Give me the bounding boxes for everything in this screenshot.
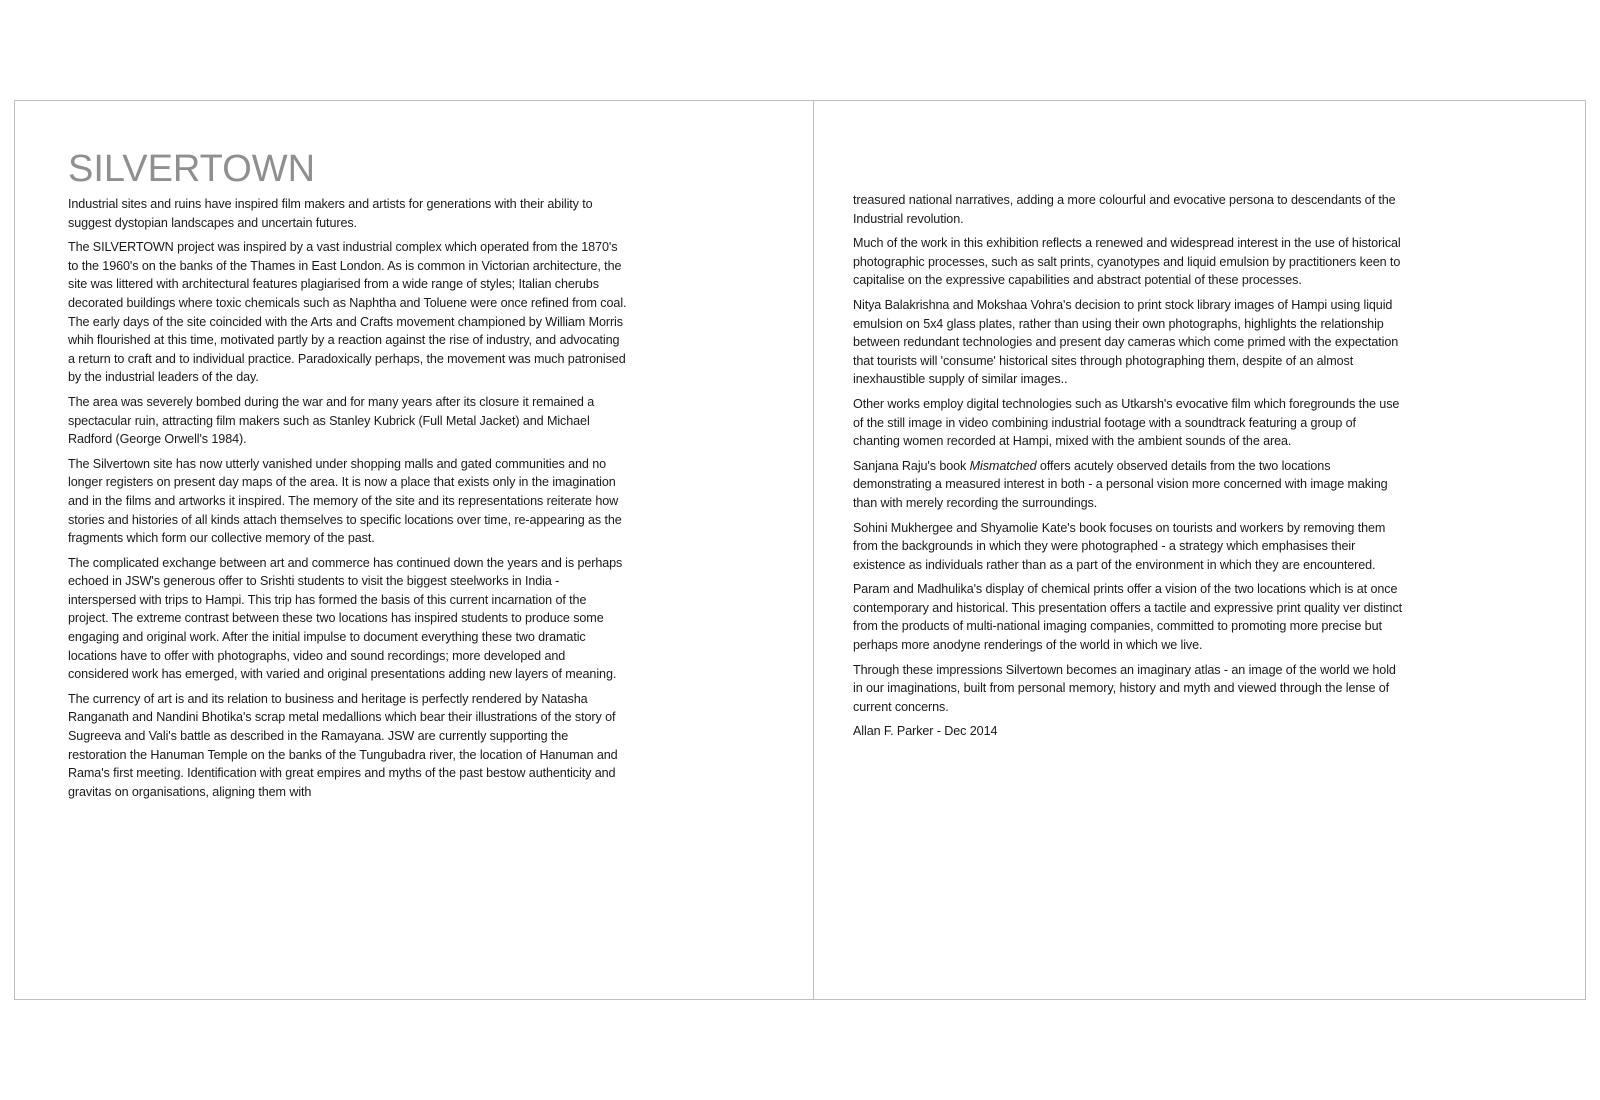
- left-page: [68, 148, 628, 807]
- text-run: Sanjana Raju's book: [853, 458, 970, 473]
- body-paragraph: treasured national narratives, adding a more colourful and evocative persona to descendants of the Industrial revolution.: [853, 193, 1396, 226]
- body-paragraph: The complicated exchange between art and commerce has continued down the years and is perhaps echoed in JSW's generous offer to Srishti students to visit the biggest steelworks in India - interspersed with trips to Hampi. This trip has formed the basis of this current incarnation of the project. The extreme contrast between these two locations has inspired students to produce some engaging and original work. After the initial impulse to document everything these two dramatic locations have to offer with photographs, video and sound recordings; more developed and considered work has emerged, with varied and original presentations adding new layers of meaning.: [68, 555, 623, 682]
- body-paragraph: The currency of art is and its relation to business and heritage is perfectly rendered by Natasha Ranganath and Nandini Bhotika's scrap metal medallions which bear their illustrations of the story of Sugreeva and Vali's battle as described in the Ramayana. JSW are currently supporting the restoration the Hanuman Temple on the banks of the Tungubadra river, the location of Hanuman and Rama's first meeting. Identification with great empires and myths of the past bestow authenticity and gravitas on organisations, aligning them with: [68, 691, 618, 799]
- body-paragraph: Much of the work in this exhibition reflects a renewed and widespread interest in the use of historical photographic processes, such as salt prints, cyanotypes and liquid emulsion by practitioners keen to capitalise on the expressive capabilities and abstract potential of these processes.: [853, 236, 1401, 288]
- body-paragraph: The SILVERTOWN project was inspired by a vast industrial complex which operated from the 1870's to the 1960's on the banks of the Thames in East London. As is common in Victorian architecture, the site was littered with architectural features plagiarised from a wide range of styles; Italian cherubs decorated buildings where toxic chemicals such as Naphtha and Toluene were once refined from coal. The early days of the site coincided with the Arts and Crafts movement championed by William Morris whih flourished at this time, motivated partly by a reaction against the rise of industry, and advocating a return to craft and to individual practice. Paradoxically perhaps, the movement was much patronised by the industrial leaders of the day.: [68, 240, 627, 385]
- right-page: [853, 191, 1405, 747]
- body-paragraph: Industrial sites and ruins have inspired film makers and artists for generations with their ability to suggest dystopian landscapes and uncertain futures.: [68, 197, 593, 230]
- book-title-italic: Mismatched: [969, 458, 1037, 473]
- page-title: SILVERTOWN: [68, 148, 316, 190]
- body-paragraph: The Silvertown site has now utterly vanished under shopping malls and gated communities and no longer registers on present day maps of the area. It is now a place that exists only in the imagination and in the films and artworks it inspired. The memory of the site and its representations reiterate how stories and histories of all kinds attach themselves to specific locations over time, re-appearing as the fragments which form our collective memory of the past.: [68, 456, 622, 546]
- body-paragraph: The area was severely bombed during the war and for many years after its closure it remained a spectacular ruin, attracting film makers such as Stanley Kubrick (Full Metal Jacket) and Michael Radford (George Orwell's 1984).: [68, 394, 595, 447]
- body-paragraph: Through these impressions Silvertown becomes an imaginary atlas - an image of the world we hold in our imaginations, built from personal memory, history and myth and viewed through the lense of current concerns.: [853, 662, 1396, 714]
- body-paragraph: Nitya Balakrishna and Mokshaa Vohra's decision to print stock library images of Hampi using liquid emulsion on 5x4 glass plates, rather than using their own photographs, highlights the relationship between redundant technologies and present day cameras which come primed with the expectation that tourists will 'consume' historical sites through photographing them, despite of an almost inexhaustible supply of similar images..: [853, 297, 1399, 387]
- body-paragraph: Param and Madhulika's display of chemical prints offer a vision of the two locations which is at once contemporary and historical. This presentation offers a tactile and expressive print quality ver distinct from the products of multi-national imaging companies, committed to promoting more precise but perhaps more anodyne renderings of the world in which we live.: [853, 582, 1403, 653]
- page-gutter: [813, 101, 814, 999]
- text-run: offers acutely observed details from the two locations demonstrating a measured interest in both - a personal vision more concerned with image making than with merely recording the surroundings.: [853, 458, 1388, 510]
- body-paragraph: Sohini Mukhergee and Shyamolie Kate's book focuses on tourists and workers by removing them from the backgrounds in which they were photographed - a strategy which emphasises their existence as individuals rather than as a part of the environment in which they are encountered.: [853, 520, 1386, 572]
- author-signature: Allan F. Parker - Dec 2014: [853, 724, 998, 739]
- body-paragraph-mismatched: [853, 457, 1405, 513]
- body-paragraph: Other works employ digital technologies such as Utkarsh's evocative film which foregrounds the use of the still image in video combining industrial footage with a soundtrack featuring a group of chanting women recorded at Hampi, mixed with the ambient sounds of the area.: [853, 396, 1400, 449]
